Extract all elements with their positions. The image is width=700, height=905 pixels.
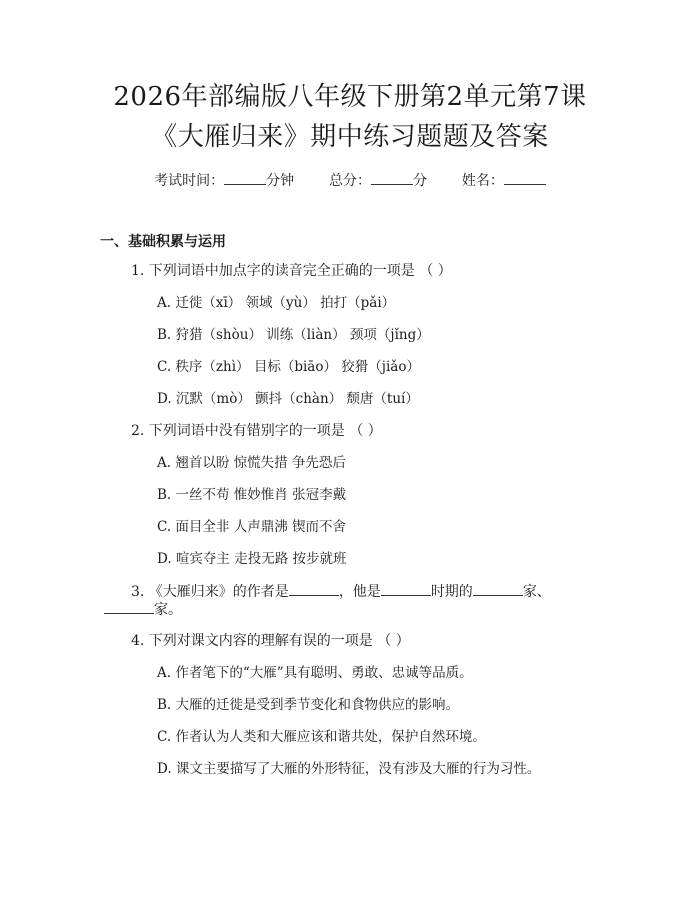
- question-4-option-d: D. 课文主要描写了大雁的外形特征，没有涉及大雁的行为习性。: [157, 761, 541, 777]
- profession-blank-1: [473, 581, 523, 596]
- document-title-line-1: 2026年部编版八年级下册第2单元第7课: [113, 82, 587, 112]
- period-blank: [381, 581, 431, 596]
- section-heading-1: 一、基础积累与运用: [100, 234, 226, 250]
- exam-time-unit: 分钟: [266, 173, 295, 189]
- question-3-text-2: ，他是: [338, 584, 381, 600]
- exam-time-blank: [224, 170, 266, 185]
- question-2-option-a: A. 翘首以盼 惊慌失措 争先恐后: [157, 455, 346, 471]
- exam-info-line: [0, 170, 700, 191]
- document-title-line-2: 《大雁归来》期中练习题题及答案: [151, 122, 549, 152]
- question-3-text-3: 时期的: [430, 584, 473, 600]
- question-4-stem: 4. 下列对课文内容的理解有误的一项是 （ ）: [131, 633, 410, 649]
- question-3-text-1: 3. 《大雁归来》的作者是: [131, 584, 289, 600]
- question-1-option-b: B. 狩猎（shòu） 训练（liàn） 颈项（jǐng）: [157, 327, 430, 343]
- question-2-stem: 2. 下列词语中没有错别字的一项是 （ ）: [131, 423, 382, 439]
- question-1-option-d: D. 沉默（mò） 颤抖（chàn） 颓唐（tuí）: [157, 391, 419, 407]
- name-blank: [504, 170, 546, 185]
- exam-time-label: 考试时间：: [154, 173, 225, 189]
- question-3-text-4: 家、: [522, 584, 551, 600]
- question-2-option-d: D. 喧宾夺主 走投无路 按步就班: [157, 551, 347, 567]
- question-2-option-b: B. 一丝不苟 惟妙惟肖 张冠李戴: [157, 487, 347, 503]
- total-score-unit: 分: [413, 173, 427, 189]
- name-label: 姓名：: [461, 173, 504, 189]
- total-score-label: 总分：: [329, 173, 371, 189]
- total-score-blank: [371, 170, 413, 185]
- question-4-option-c: C. 作者认为人类和大雁应该和谐共处，保护自然环境。: [157, 729, 486, 745]
- author-blank: [289, 581, 339, 596]
- question-2-option-c: C. 面目全非 人声鼎沸 锲而不舍: [157, 519, 347, 535]
- question-4-option-a: A. 作者笔下的“大雁”具有聪明、勇敢、忠诚等品质。: [157, 665, 473, 681]
- question-4-option-b: B. 大雁的迁徙是受到季节变化和食物供应的影响。: [157, 697, 460, 713]
- question-3-line-1: [131, 581, 551, 602]
- profession-blank-2: [104, 599, 154, 614]
- question-1-option-a: A. 迁徙（xī） 领域（yù） 拍打（pǎi）: [157, 295, 396, 311]
- question-3-line-2: [104, 599, 182, 620]
- question-1-option-c: C. 秩序（zhì） 目标（biāo） 狡猾（jiǎo）: [157, 359, 420, 375]
- question-1-stem: 1. 下列词语中加点字的读音完全正确的一项是 （ ）: [131, 263, 452, 279]
- question-3-text-5: 家。: [154, 602, 182, 618]
